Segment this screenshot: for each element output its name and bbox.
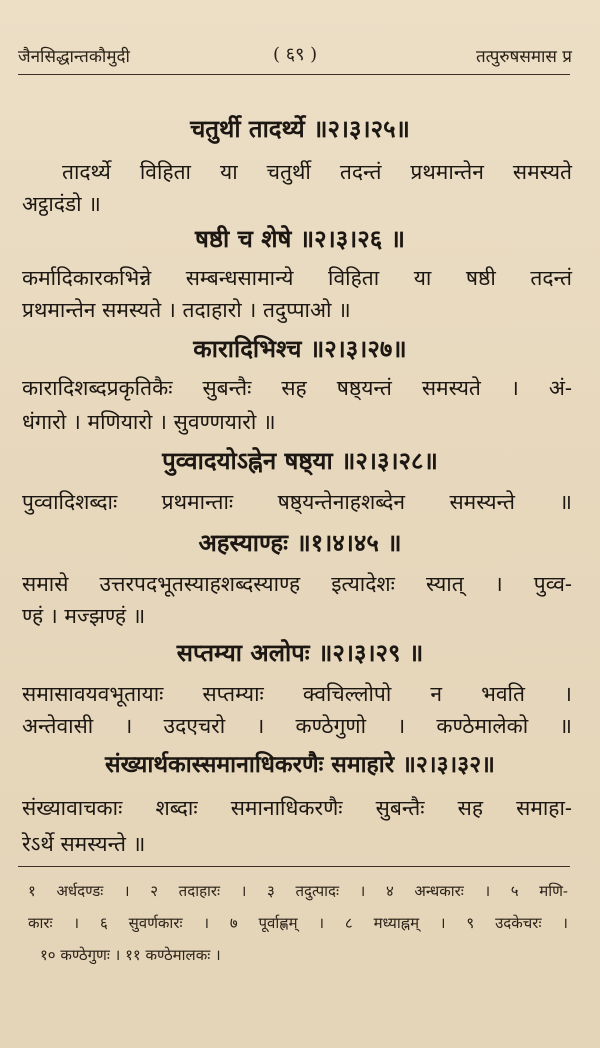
commentary-line: प्रथमान्तेन समस्यते । तदाहारो । तदुप्पाओ ॥ <box>22 298 351 322</box>
sutra-heading: सप्तम्या अलोपः ॥२।३।२९ ॥ <box>176 638 424 667</box>
footnote-line: १० कण्ठेगुणः । ११ कण्ठेमालकः । <box>40 946 221 964</box>
sutra-heading: पुव्वादयोऽह्नेन षष्ठ्या ॥२।३।२८॥ <box>162 446 438 475</box>
footnote-divider <box>18 866 570 867</box>
commentary-line: अन्तेवासी । उदएचरो । कण्ठेगुणो । कण्ठेमालेको ॥ <box>22 714 572 738</box>
commentary-line: संख्यावाचकाः शब्दाः समानाधिकरणैः सुबन्तैः सह समाहा- <box>22 796 572 820</box>
commentary-line: समासावयवभूतायाः सप्तम्याः क्वचिल्लोपो न भवति । <box>22 682 572 706</box>
footnote-line: कारः । ६ सुवर्णकारः । ७ पूर्वाह्णम् । ८ मध्याह्नम् । ९ उदकेचरः । <box>28 914 568 932</box>
page-number: ( ६९ ) <box>273 44 318 65</box>
sutra-heading: अहस्याण्हः ॥१।४।४५ ॥ <box>198 528 402 557</box>
commentary-line: धंगारो । मणियारो । सुवण्णयारो ॥ <box>22 410 276 434</box>
commentary-line: रेऽर्थे समस्यन्ते ॥ <box>22 832 146 856</box>
sutra-heading: षष्ठी च शेषे ॥२।३।२६ ॥ <box>195 224 405 253</box>
header-book-title: जैनसिद्धान्तकौमुदी <box>18 47 130 67</box>
footnote-line: १ अर्धदण्डः । २ तदाहारः । ३ तदुत्पादः । ४ अन्धकारः । ५ मणि- <box>28 882 568 900</box>
commentary-line: कारादिशब्दप्रकृतिकैः सुबन्तैः सह षष्ठ्यन्तं समस्यते । अं- <box>22 376 572 400</box>
sutra-heading: कारादिभिश्च ॥२।३।२७॥ <box>193 334 407 363</box>
sutra-heading: चतुर्थी तादर्थ्ये ॥२।३।२५॥ <box>190 114 410 143</box>
commentary-line: अट्ठादंडो ॥ <box>22 192 101 216</box>
running-header <box>18 38 582 78</box>
header-divider <box>18 74 570 75</box>
commentary-line: ण्हं । मज्झण्हं ॥ <box>22 604 146 628</box>
sutra-heading: संख्यार्थकास्समानाधिकरणैः समाहारे ॥२।३।३२॥ <box>105 751 495 778</box>
commentary-line: पुव्वादिशब्दाः प्रथमान्ताः षष्ठ्यन्तेनाहशब्देन समस्यन्ते ॥ <box>22 490 572 514</box>
commentary-line: समासे उत्तरपदभूतस्याहशब्दस्याण्ह इत्यादेशः स्यात् । पुव्व- <box>22 572 572 596</box>
commentary-line: कर्मादिकारकभिन्ने सम्बन्धसामान्ये विहिता या षष्ठी तदन्तं <box>22 266 572 290</box>
commentary-line: तादर्थ्ये विहिता या चतुर्थी तदन्तं प्रथमान्तेन समस्यते <box>62 160 572 184</box>
header-chapter-title: तत्पुरुषसमास प्र <box>475 47 572 67</box>
